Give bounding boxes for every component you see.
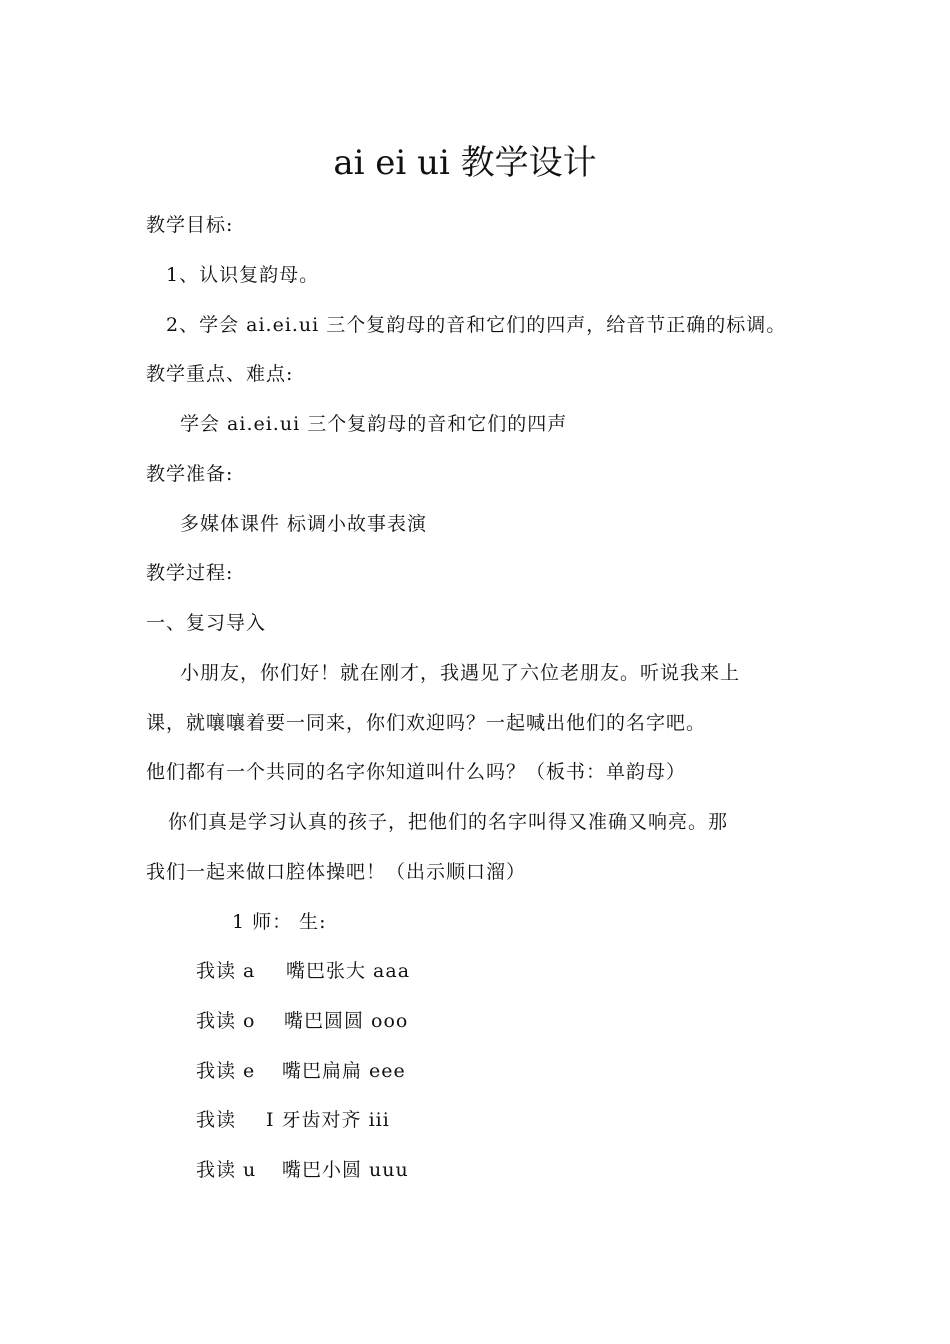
chant-header: 1 师： 生: <box>232 911 327 933</box>
objective-2: 2、学会 ai.ei.ui 三个复韵母的音和它们的四声，给音节正确的标调。 <box>166 314 787 336</box>
paragraph-2: 他们都有一个共同的名字你知道叫什么吗？（板书：单韵母） <box>146 761 687 783</box>
document-title: ai ei ui 教学设计 <box>333 143 597 183</box>
heading-preparation: 教学准备: <box>146 463 234 485</box>
section-review-intro: 一、复习导入 <box>146 612 267 634</box>
key-point-text: 学会 ai.ei.ui 三个复韵母的音和它们的四声 <box>180 413 568 435</box>
paragraph-1-line-1: 小朋友，你们好！就在刚才，我遇见了六位老朋友。听说我来上 <box>180 662 741 684</box>
chant-row-i-teacher: 我读 <box>196 1109 237 1131</box>
chant-row-u-student: 嘴巴小圆 uuu <box>282 1159 409 1181</box>
chant-row-a-teacher: 我读 a <box>196 960 256 982</box>
heading-objectives: 教学目标: <box>146 214 234 236</box>
paragraph-3-line-2: 我们一起来做口腔体操吧！（出示顺口溜） <box>146 861 527 883</box>
chant-row-e-student: 嘴巴扁扁 eee <box>282 1060 406 1082</box>
chant-row-e-teacher: 我读 e <box>196 1060 256 1082</box>
objective-1: 1、认识复韵母。 <box>166 264 320 286</box>
heading-process: 教学过程: <box>146 562 234 584</box>
chant-row-o-teacher: 我读 o <box>196 1010 256 1032</box>
chant-row-a-student: 嘴巴张大 aaa <box>286 960 411 982</box>
chant-row-u-teacher: 我读 u <box>196 1159 257 1181</box>
chant-row-o-student: 嘴巴圆圆 ooo <box>284 1010 409 1032</box>
preparation-text: 多媒体课件 标调小故事表演 <box>180 513 428 535</box>
paragraph-1-line-2: 课，就嚷嚷着要一同来，你们欢迎吗？一起喊出他们的名字吧。 <box>146 712 707 734</box>
chant-row-i-student: I 牙齿对齐 iii <box>266 1109 390 1131</box>
heading-key-points: 教学重点、难点: <box>146 363 294 385</box>
paragraph-3-line-1: 你们真是学习认真的孩子，把他们的名字叫得又准确又响亮。那 <box>168 811 729 833</box>
